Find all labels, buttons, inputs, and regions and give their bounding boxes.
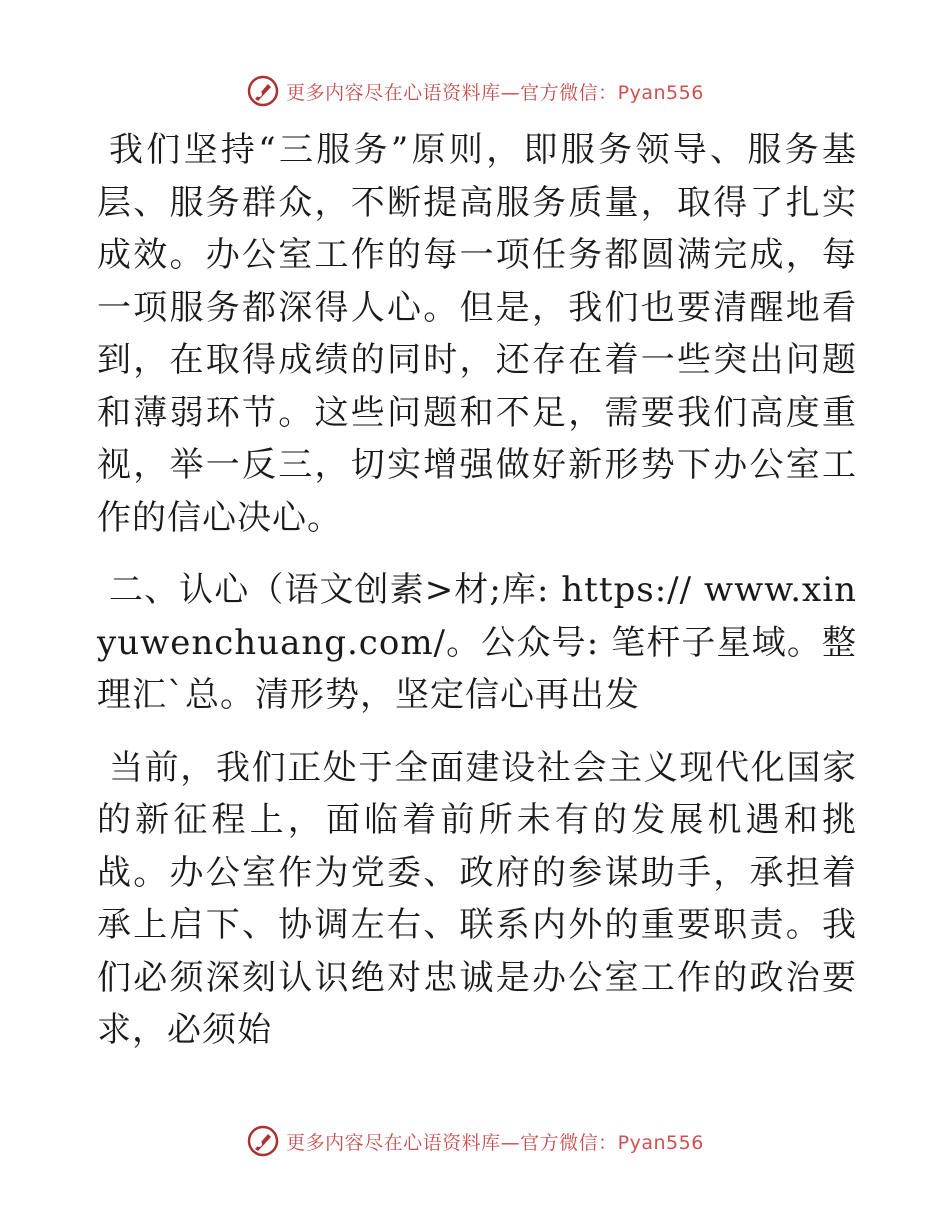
header-watermark (0, 74, 950, 108)
footer-watermark (0, 1124, 950, 1158)
pen-logo-icon (246, 74, 280, 108)
watermark-text: 更多内容尽在心语资料库—官方微信：Pyan556 (286, 1131, 704, 1154)
pen-logo-icon (246, 1124, 280, 1158)
watermark-text: 更多内容尽在心语资料库—官方微信：Pyan556 (286, 81, 704, 104)
paragraph-2-heading: 二、认心（语文创素>材;库: https:// www.xinyuwenchuang.com/。公众号: 笔杆子星域。整理汇`总。清形势，坚定信心再出发 (97, 570, 857, 715)
paragraph-3: 当前，我们正处于全面建设社会主义现代化国家的新征程上，面临着前所未有的发展机遇和挑战。办公室作为党委、政府的参谋助手，承担着承上启下、协调左右、联系内外的重要职责。我们必须深刻认识绝对忠诚是办公室工作的政治要求，必须始 (97, 747, 857, 1050)
paragraph-1: 我们坚持“三服务”原则，即服务领导、服务基层、服务群众，不断提高服务质量，取得了扎实成效。办公室工作的每一项任务都圆满完成，每一项服务都深得人心。但是，我们也要清醒地看到，在取得成绩的同时，还存在着一些突出问题和薄弱环节。这些问题和不足，需要我们高度重视，举一反三，切实增强做好新形势下办公室工作的信心决心。 (97, 130, 857, 538)
document-body (97, 124, 857, 1077)
